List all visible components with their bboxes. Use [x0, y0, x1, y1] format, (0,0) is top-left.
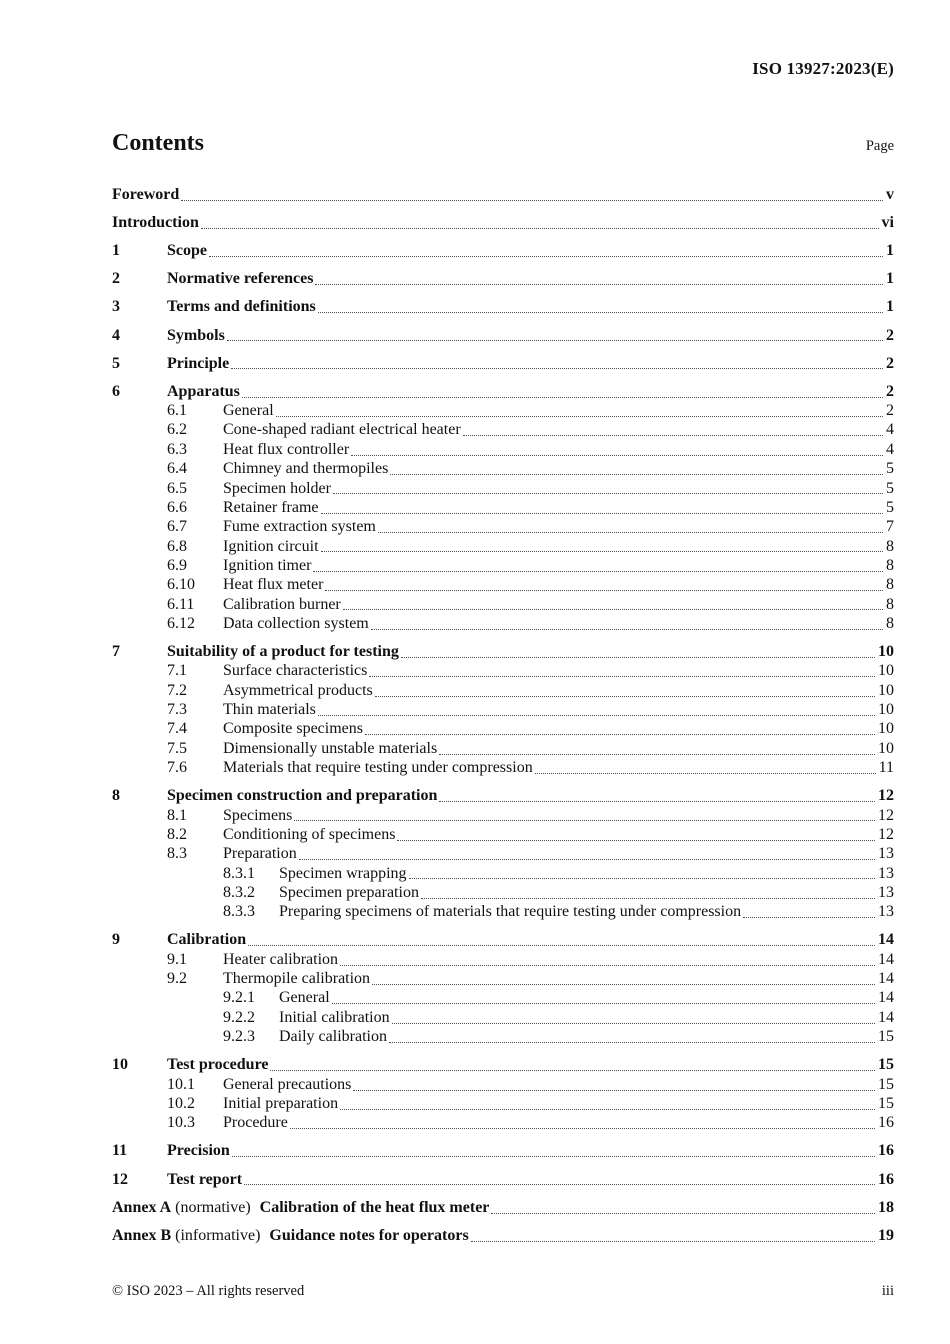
toc-entry	[112, 969, 894, 988]
dot-leader	[248, 945, 875, 946]
toc-entry-page: 19	[878, 1226, 894, 1244]
toc-entry-title: Thin materials	[223, 701, 316, 719]
toc-entry	[112, 241, 894, 260]
toc-entry-number: 6.6	[167, 498, 187, 516]
toc-entry-number: 6.3	[167, 440, 187, 458]
toc-entry-number: 7.2	[167, 681, 187, 699]
toc-entry	[112, 1113, 894, 1132]
toc-entry-page: 4	[886, 440, 894, 458]
toc-entry-title: Chimney and thermopiles	[223, 460, 389, 478]
toc-entry-title: Initial preparation	[223, 1095, 339, 1112]
toc-entry-title: Initial calibration	[279, 1008, 390, 1026]
dot-leader	[242, 397, 883, 398]
toc-entry-number: 6.12	[167, 614, 195, 632]
toc-entry	[112, 269, 894, 288]
toc-entry-annex-prefix: Annex B	[112, 1226, 172, 1244]
toc-entry-page: 12	[878, 806, 894, 824]
dot-leader	[371, 629, 883, 630]
toc-entry-page: 10	[878, 681, 894, 699]
dot-leader	[325, 590, 883, 591]
toc-entry-title: Ignition circuit	[223, 537, 319, 555]
toc-entry	[112, 537, 894, 556]
toc-entry-page: 14	[878, 931, 894, 949]
toc-entry-number: 6.8	[167, 537, 187, 555]
toc-entry-number: 6.5	[167, 479, 187, 497]
toc-entry	[112, 988, 894, 1007]
toc-entry-number: 6.4	[167, 460, 187, 478]
dot-leader	[743, 917, 875, 918]
toc-entry-page: 5	[886, 460, 894, 478]
toc-entry-number: 10.2	[167, 1095, 195, 1112]
toc-entry-title: Ignition timer	[223, 556, 312, 574]
toc-entry-page: 8	[886, 556, 894, 574]
toc-entry-number: 8.3.1	[223, 864, 255, 882]
toc-entry	[112, 595, 894, 614]
toc-entry-title: Conditioning of specimens	[223, 825, 396, 843]
dot-leader	[227, 340, 883, 341]
toc-entry-title: General	[223, 402, 274, 420]
toc-entry-number: 10.1	[167, 1075, 195, 1093]
toc-entry-title: Preparation	[223, 845, 297, 863]
toc-entry-number: 4	[112, 326, 120, 344]
toc-entry	[112, 786, 894, 805]
toc-entry-title: Specimen holder	[223, 479, 331, 497]
dot-leader	[318, 312, 883, 313]
toc-entry	[112, 758, 894, 777]
toc-entry-number: 10	[112, 1056, 128, 1074]
toc-entry-number: 6.1	[167, 402, 187, 420]
toc-entry-title: Specimen preparation	[279, 883, 419, 901]
toc-entry-annex-qualifier: (normative)	[175, 1198, 251, 1216]
toc-entry	[112, 1075, 894, 1094]
toc-entry-page: 13	[878, 845, 894, 863]
toc-entry	[112, 719, 894, 738]
dot-leader	[290, 1128, 875, 1129]
toc-entry	[112, 930, 894, 949]
toc-entry-page: 4	[886, 421, 894, 439]
dot-leader	[491, 1213, 875, 1214]
toc-entry-title: Dimensionally unstable materials	[223, 739, 438, 757]
dot-leader	[244, 1184, 875, 1185]
toc-entry	[112, 1094, 894, 1113]
dot-leader	[294, 820, 875, 821]
toc-entry-title: Test procedure	[167, 1056, 269, 1074]
toc-entry-title: Calibration of the heat flux meter	[259, 1198, 490, 1216]
toc-entry	[112, 1027, 894, 1046]
toc-entry-title: General	[279, 989, 330, 1007]
toc-entry	[112, 1198, 894, 1217]
toc-entry-number: 7.6	[167, 759, 187, 777]
toc-entry-number: 7.1	[167, 662, 187, 680]
toc-entry-page: 8	[886, 576, 894, 594]
dot-leader	[333, 493, 883, 494]
toc-entry	[112, 950, 894, 969]
dot-leader	[209, 256, 883, 257]
toc-entry-number: 7.5	[167, 739, 187, 757]
toc-entry-number: 9.2.1	[223, 989, 255, 1007]
dot-leader	[365, 734, 875, 735]
toc-entry-title: Specimen construction and preparation	[167, 787, 438, 805]
dot-leader	[232, 1156, 875, 1157]
toc-entry-number: 6.7	[167, 518, 187, 536]
toc-entry-page: 14	[878, 1008, 894, 1026]
dot-leader	[439, 754, 875, 755]
toc-entry-number: 12	[112, 1170, 128, 1188]
toc-entry-number: 8	[112, 787, 120, 805]
toc-entry	[112, 354, 894, 373]
toc-entry-page: 14	[878, 989, 894, 1007]
toc-entry-title: Scope	[167, 242, 207, 260]
toc-entry-number: 9.1	[167, 950, 187, 968]
toc-entry-page: 2	[886, 326, 894, 344]
toc-entry-page: 7	[886, 518, 894, 536]
dot-leader	[401, 657, 875, 658]
toc-entry-page: 2	[886, 354, 894, 372]
toc-entry	[112, 1055, 894, 1074]
toc-entry-title: Terms and definitions	[167, 298, 316, 316]
toc-entry-title: Fume extraction system	[223, 518, 376, 536]
toc-entry-number: 6	[112, 382, 120, 400]
toc-entry	[112, 420, 894, 439]
toc-entry-title: General precautions	[223, 1075, 352, 1093]
toc-entry	[112, 382, 894, 401]
dot-leader	[313, 571, 883, 572]
toc-entry	[112, 642, 894, 661]
toc-entry-page: 5	[886, 498, 894, 516]
toc-entry-page: 2	[886, 402, 894, 420]
toc-entry-title: Preparing specimens of materials that require testing under compression	[279, 903, 742, 921]
dot-leader	[535, 773, 876, 774]
toc-entry	[112, 213, 894, 232]
toc-entry	[112, 1008, 894, 1027]
toc-entry-title: Thermopile calibration	[223, 970, 371, 988]
toc-entry-number: 2	[112, 270, 120, 288]
toc-entry-page: 14	[878, 970, 894, 988]
toc-entry-page: 13	[878, 864, 894, 882]
toc-entry-title: Retainer frame	[223, 498, 319, 516]
toc-entry-number: 7.4	[167, 720, 187, 738]
toc-entry-page: 10	[878, 739, 894, 757]
toc-entry-page: 1	[886, 242, 894, 260]
dot-leader	[340, 1109, 875, 1110]
dot-leader	[471, 1241, 875, 1242]
toc-entry	[112, 459, 894, 478]
toc-entry-page: vi	[881, 213, 894, 231]
toc-entry-page: 5	[886, 479, 894, 497]
toc-entry-number: 6.11	[167, 595, 195, 613]
toc-entry-page: 1	[886, 298, 894, 316]
dot-leader	[421, 898, 875, 899]
toc-entry	[112, 844, 894, 863]
document-footer	[112, 1282, 894, 1300]
toc-entry-title: Precision	[167, 1142, 230, 1160]
toc-entry-page: 2	[886, 382, 894, 400]
toc-entry-number: 1	[112, 242, 120, 260]
dot-leader	[372, 984, 875, 985]
toc-entry-title: Composite specimens	[223, 720, 363, 738]
toc-entry-number: 9.2.2	[223, 1008, 255, 1026]
toc-entry-page: 15	[878, 1075, 894, 1093]
toc-entry-page: 8	[886, 614, 894, 632]
dot-leader	[332, 1003, 875, 1004]
toc-entry-title: Principle	[167, 354, 230, 372]
toc-entry-title: Surface characteristics	[223, 662, 368, 680]
toc-entry-page: 15	[878, 1028, 894, 1046]
toc-entry-page: 12	[878, 787, 894, 805]
toc-entry	[112, 614, 894, 633]
toc-entry-title: Heat flux meter	[223, 576, 324, 594]
toc-entry-number: 8.3.3	[223, 903, 255, 921]
toc-entry-page: 16	[878, 1114, 894, 1132]
toc-entry-number: 8.3	[167, 845, 187, 863]
document-reference: ISO 13927:2023(E)	[752, 59, 894, 78]
toc-entry-number: 11	[112, 1142, 128, 1160]
folio-page-number: iii	[881, 1283, 894, 1299]
toc-entry-title: Apparatus	[167, 382, 240, 400]
toc-entry-title: Introduction	[112, 213, 199, 231]
dot-leader	[340, 965, 875, 966]
toc-entry-page: 16	[878, 1170, 894, 1188]
page-column-label: Page	[865, 138, 894, 154]
toc-entry-page: 10	[878, 720, 894, 738]
toc-entry	[112, 1141, 894, 1160]
toc-entry-page: 15	[878, 1095, 894, 1112]
dot-leader	[463, 435, 883, 436]
dot-leader	[375, 696, 875, 697]
toc-list	[112, 176, 894, 1245]
toc-entry-number: 6.2	[167, 421, 187, 439]
dot-leader	[351, 455, 883, 456]
toc-entry-title: Suitability of a product for testing	[167, 643, 399, 661]
toc-entry	[112, 498, 894, 517]
toc-entry	[112, 681, 894, 700]
toc-entry-page: 11	[878, 759, 894, 777]
toc-entry-page: 12	[878, 825, 894, 843]
dot-leader	[343, 609, 883, 610]
dot-leader	[369, 676, 875, 677]
toc-entry-title: Specimen wrapping	[279, 864, 407, 882]
toc-entry	[112, 401, 894, 420]
toc-entry	[112, 700, 894, 719]
toc-entry	[112, 825, 894, 844]
toc-entry	[112, 326, 894, 345]
toc-entry-page: 10	[878, 701, 894, 719]
dot-leader	[378, 532, 883, 533]
toc-entry-title: Data collection system	[223, 614, 369, 632]
toc-entry-title: Daily calibration	[279, 1028, 387, 1046]
copyright-notice: © ISO 2023 – All rights reserved	[112, 1283, 305, 1299]
toc-entry-page: 8	[886, 537, 894, 555]
dot-leader	[201, 228, 879, 229]
toc-entry-page: 15	[878, 1056, 894, 1074]
toc-entry-title: Heater calibration	[223, 950, 339, 968]
toc-entry-title: Normative references	[167, 270, 314, 288]
toc-entry-number: 6.9	[167, 556, 187, 574]
toc-entry-title: Calibration	[167, 931, 247, 949]
toc-entry-page: 10	[878, 662, 894, 680]
toc-entry-number: 8.3.2	[223, 883, 255, 901]
dot-leader	[409, 878, 875, 879]
toc-entry-title: Calibration burner	[223, 595, 341, 613]
dot-leader	[321, 551, 883, 552]
toc-entry-title: Procedure	[223, 1114, 288, 1132]
toc-entry-title: Cone-shaped radiant electrical heater	[223, 421, 461, 439]
toc-entry	[112, 864, 894, 883]
dot-leader	[389, 1042, 875, 1043]
document-header	[112, 58, 894, 80]
dot-leader	[321, 513, 884, 514]
dot-leader	[318, 715, 875, 716]
toc-entry-annex-prefix: Annex A	[112, 1198, 172, 1216]
toc-entry	[112, 883, 894, 902]
dot-leader	[276, 416, 883, 417]
toc-entry-number: 10.3	[167, 1114, 195, 1132]
dot-leader	[353, 1090, 875, 1091]
toc-entry-page: 18	[878, 1198, 894, 1216]
toc-entry-title: Foreword	[112, 185, 180, 203]
toc-entry-number: 8.2	[167, 825, 187, 843]
dot-leader	[397, 840, 875, 841]
dot-leader	[390, 474, 883, 475]
toc-entry	[112, 556, 894, 575]
toc-entry	[112, 517, 894, 536]
toc-entry-title: Materials that require testing under compression	[223, 759, 533, 777]
toc-entry-number: 9.2.3	[223, 1028, 255, 1046]
toc-entry-title: Heat flux controller	[223, 440, 350, 458]
contents-header	[112, 128, 894, 158]
toc-entry-number: 6.10	[167, 576, 195, 594]
toc-entry	[112, 185, 894, 204]
toc-entry-page: v	[886, 185, 894, 203]
dot-leader	[392, 1023, 875, 1024]
toc-entry-title: Asymmetrical products	[223, 681, 373, 699]
toc-entry-page: 14	[878, 950, 894, 968]
toc-entry-page: 13	[878, 883, 894, 901]
toc-entry-page: 1	[886, 270, 894, 288]
toc-entry-title: Test report	[167, 1170, 243, 1188]
toc-entry	[112, 440, 894, 459]
toc-entry	[112, 739, 894, 758]
toc-entry-page: 10	[878, 643, 894, 661]
toc-entry	[112, 297, 894, 316]
toc-entry-page: 16	[878, 1142, 894, 1160]
dot-leader	[231, 368, 883, 369]
toc-entry	[112, 661, 894, 680]
toc-entry-page: 13	[878, 903, 894, 921]
toc-entry-number: 3	[112, 298, 120, 316]
toc-entry-number: 7.3	[167, 701, 187, 719]
toc-entry	[112, 479, 894, 498]
dot-leader	[439, 801, 875, 802]
toc-entry-title: Specimens	[223, 806, 293, 824]
toc-entry	[112, 1170, 894, 1189]
toc-entry-number: 5	[112, 354, 120, 372]
dot-leader	[270, 1070, 875, 1071]
dot-leader	[315, 284, 883, 285]
page-title: Contents	[112, 130, 205, 156]
toc-entry-number: 7	[112, 643, 120, 661]
toc-entry-number: 9.2	[167, 970, 187, 988]
toc-entry-number: 9	[112, 931, 120, 949]
toc-entry	[112, 1226, 894, 1245]
toc-entry-number: 8.1	[167, 806, 187, 824]
dot-leader	[299, 859, 875, 860]
toc-entry	[112, 902, 894, 921]
toc-entry-title: Guidance notes for operators	[269, 1226, 469, 1244]
toc-entry-title: Symbols	[167, 326, 225, 344]
dot-leader	[181, 200, 883, 201]
toc-entry	[112, 806, 894, 825]
toc-entry	[112, 575, 894, 594]
toc-entry-annex-qualifier: (informative)	[175, 1226, 261, 1244]
toc-entry-page: 8	[886, 595, 894, 613]
